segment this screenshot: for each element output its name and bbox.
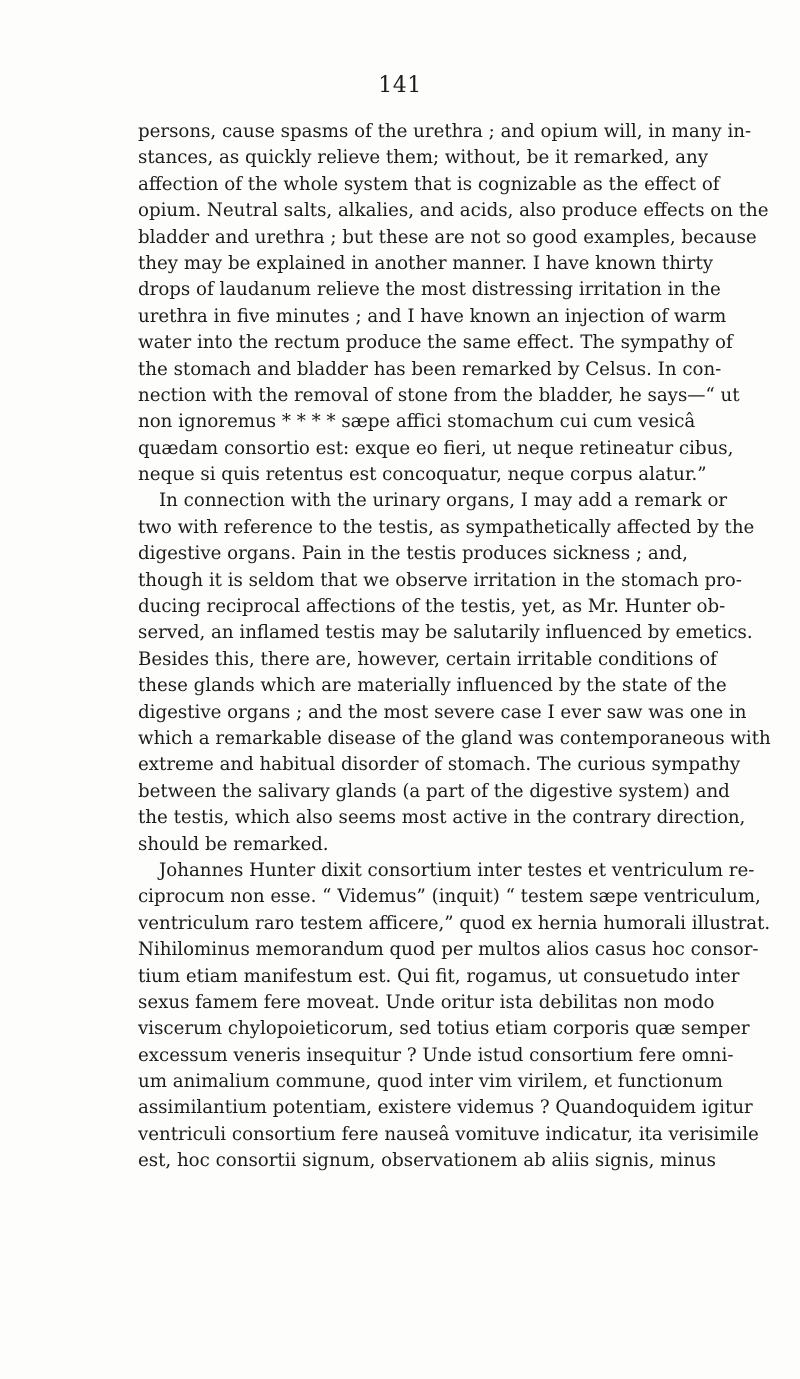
text-line: these glands which are materially influenced by the state of the	[138, 675, 727, 697]
text-line: assimilantium potentiam, existere videmus ? Quandoquidem igitur	[138, 1097, 753, 1119]
page-number: 141	[378, 73, 422, 98]
text-line: est, hoc consortii signum, observationem ab aliis signis, minus	[138, 1150, 716, 1172]
text-line: extreme and habitual disorder of stomach. The curious sympathy	[138, 754, 741, 776]
text-line: between the salivary glands (a part of the digestive system) and	[138, 780, 730, 802]
text-line: ventriculi consortium fere nauseâ vomituve indicatur, ita verisimile	[138, 1123, 759, 1145]
text-line: nection with the removal of stone from the bladder, he says—“ ut	[138, 384, 740, 406]
text-line: tium etiam manifestum est. Qui fit, rogamus, ut consuetudo inter	[138, 965, 740, 987]
text-line: opium. Neutral salts, alkalies, and acids, also produce effects on the	[138, 200, 769, 222]
text-line: bladder and urethra ; but these are not so good examples, because	[138, 226, 757, 248]
text-line: water into the rectum produce the same effect. The sympathy of	[138, 332, 733, 354]
text-line: should be remarked.	[138, 833, 329, 855]
text-line: neque si quis retentus est concoquatur, neque corpus alatur.”	[138, 464, 707, 486]
text-line: um animalium commune, quod inter vim virilem, et functionum	[138, 1071, 723, 1093]
text-line: non ignoremus * * * * sæpe affici stomachum cui cum vesicâ	[138, 411, 696, 433]
text-line: sexus famem fere moveat. Unde oritur ista debilitas non modo	[138, 991, 715, 1013]
text-line: affection of the whole system that is cognizable as the effect of	[138, 173, 720, 195]
paragraph-testis	[138, 488, 771, 857]
text-line: Nihilominus memorandum quod per multos alios casus hoc consor-	[138, 939, 759, 961]
text-line: stances, as quickly relieve them; without, be it remarked, any	[138, 147, 708, 169]
text-line: ciprocum non esse. “ Videmus” (inquit) “ testem sæpe ventriculum,	[138, 886, 761, 908]
text-line: digestive organs ; and the most severe case I ever saw was one in	[138, 701, 747, 723]
body-text	[138, 119, 771, 1175]
text-line: which a remarkable disease of the gland was contemporaneous with	[138, 727, 771, 749]
text-line: In connection with the urinary organs, I may add a remark or	[159, 490, 728, 512]
text-line: Johannes Hunter dixit consortium inter testes et ventriculum re-	[159, 859, 755, 881]
text-line: though it is seldom that we observe irritation in the stomach pro-	[138, 569, 742, 591]
text-line: quædam consortio est: exque eo fieri, ut neque retineatur cibus,	[138, 437, 734, 459]
text-line: ventriculum raro testem afficere,” quod ex hernia humorali illustrat.	[138, 912, 771, 934]
text-line: the testis, which also seems most active in the contrary direction,	[138, 807, 746, 829]
text-line: the stomach and bladder has been remarked by Celsus. In con-	[138, 358, 722, 380]
text-line: urethra in five minutes ; and I have known an injection of warm	[138, 305, 727, 327]
text-line: drops of laudanum relieve the most distressing irritation in the	[138, 279, 721, 301]
text-line: excessum veneris insequitur ? Unde istud consortium fere omni-	[138, 1044, 734, 1066]
text-line: they may be explained in another manner. I have known thirty	[138, 252, 714, 274]
text-line: Besides this, there are, however, certain irritable conditions of	[138, 648, 717, 670]
paragraph-hunter-latin	[138, 858, 771, 1175]
text-line: two with reference to the testis, as sympathetically affected by the	[138, 516, 755, 538]
text-line: digestive organs. Pain in the testis produces sickness ; and,	[138, 543, 688, 565]
text-line: ducing reciprocal affections of the testis, yet, as Mr. Hunter ob-	[138, 596, 726, 618]
text-line: served, an inflamed testis may be salutarily influenced by emetics.	[138, 622, 753, 644]
paragraph-opium-urethra	[138, 119, 769, 488]
text-line: persons, cause spasms of the urethra ; and opium will, in many in-	[138, 121, 752, 142]
text-line: viscerum chylopoieticorum, sed totius etiam corporis quæ semper	[138, 1018, 750, 1040]
